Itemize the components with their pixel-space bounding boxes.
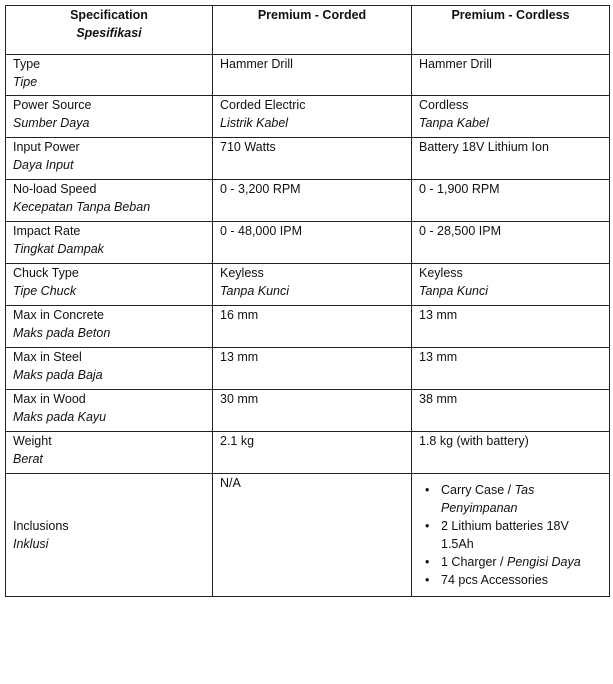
header-row bbox=[6, 6, 610, 55]
bullet-icon: • bbox=[425, 483, 430, 497]
spec-cordless-en: 13 mm bbox=[419, 308, 458, 322]
spec-label-id: Kecepatan Tanpa Beban bbox=[13, 200, 151, 214]
spec-cordless-cell bbox=[412, 138, 610, 180]
spec-label-cell bbox=[6, 348, 213, 390]
inclusion-text: 1 Charger / bbox=[441, 555, 504, 569]
spec-cordless-en: Cordless bbox=[419, 98, 469, 112]
spec-label-id: Sumber Daya bbox=[13, 116, 90, 130]
inclusions-item bbox=[425, 517, 602, 553]
spec-label-cell bbox=[6, 96, 213, 138]
spec-cordless-cell bbox=[412, 55, 610, 96]
header-spec-id: Spesifikasi bbox=[76, 26, 142, 40]
spec-label-id: Maks pada Beton bbox=[13, 326, 111, 340]
spec-label-en: Max in Steel bbox=[13, 350, 82, 364]
spec-label-id: Tingkat Dampak bbox=[13, 242, 104, 256]
spec-corded-cell bbox=[213, 390, 412, 432]
spec-cordless-en: 0 - 28,500 IPM bbox=[419, 224, 501, 238]
spec-corded-id: Tanpa Kunci bbox=[220, 284, 290, 298]
spec-cordless-en: Battery 18V Lithium Ion bbox=[419, 140, 549, 154]
specification-table bbox=[5, 5, 610, 597]
spec-corded-cell bbox=[213, 306, 412, 348]
spec-corded-en: 13 mm bbox=[220, 350, 259, 364]
spec-row bbox=[6, 390, 610, 432]
header-corded: Premium - Corded bbox=[213, 6, 412, 55]
spec-row bbox=[6, 138, 610, 180]
inclusion-text: 2 Lithium batteries 18V 1.5Ah bbox=[441, 519, 569, 551]
spec-corded-cell bbox=[213, 55, 412, 96]
spec-cordless-en: 1.8 kg (with battery) bbox=[419, 434, 529, 448]
spec-cordless-cell bbox=[412, 432, 610, 474]
inclusion-text-id: Pengisi Daya bbox=[507, 555, 581, 569]
spec-label-cell bbox=[6, 306, 213, 348]
inclusions-item bbox=[425, 571, 602, 589]
spec-corded-en: 30 mm bbox=[220, 392, 259, 406]
spec-corded-id: Listrik Kabel bbox=[220, 116, 289, 130]
spec-corded-cell bbox=[213, 138, 412, 180]
spec-cordless-cell bbox=[412, 264, 610, 306]
inclusions-cordless bbox=[412, 474, 610, 597]
spec-corded-cell bbox=[213, 348, 412, 390]
spec-corded-en: Keyless bbox=[220, 266, 264, 280]
inclusions-list bbox=[419, 481, 602, 589]
spec-label-en: Max in Concrete bbox=[13, 308, 105, 322]
spec-corded-en: Corded Electric bbox=[220, 98, 306, 112]
spec-corded-en: 0 - 3,200 RPM bbox=[220, 182, 301, 196]
spec-corded-en: 2.1 kg bbox=[220, 434, 255, 448]
spec-cordless-id: Tanpa Kunci bbox=[419, 284, 489, 298]
spec-label-cell bbox=[6, 138, 213, 180]
inclusions-corded: N/A bbox=[213, 474, 412, 597]
spec-corded-cell bbox=[213, 222, 412, 264]
spec-row bbox=[6, 222, 610, 264]
spec-cordless-en: Hammer Drill bbox=[419, 57, 492, 71]
spec-row bbox=[6, 306, 610, 348]
spec-corded-cell bbox=[213, 432, 412, 474]
spec-cordless-cell bbox=[412, 96, 610, 138]
inclusions-label-id: Inklusi bbox=[13, 537, 49, 551]
spec-corded-cell bbox=[213, 96, 412, 138]
spec-label-en: Chuck Type bbox=[13, 266, 79, 280]
spec-label-id: Berat bbox=[13, 452, 43, 466]
spec-cordless-en: 0 - 1,900 RPM bbox=[419, 182, 500, 196]
spec-label-cell bbox=[6, 390, 213, 432]
inclusion-text: Carry Case / bbox=[441, 483, 512, 497]
spec-cordless-cell bbox=[412, 390, 610, 432]
spec-label-cell bbox=[6, 432, 213, 474]
header-cordless: Premium - Cordless bbox=[412, 6, 610, 55]
spec-label-id: Maks pada Baja bbox=[13, 368, 103, 382]
inclusions-item bbox=[425, 553, 602, 571]
inclusions-label-en: Inclusions bbox=[13, 519, 69, 533]
spec-cordless-cell bbox=[412, 180, 610, 222]
spec-label-cell bbox=[6, 222, 213, 264]
spec-label-en: Input Power bbox=[13, 140, 80, 154]
bullet-icon: • bbox=[425, 555, 430, 569]
spec-label-id: Tipe bbox=[13, 75, 38, 89]
header-specification bbox=[6, 6, 213, 55]
spec-label-en: No-load Speed bbox=[13, 182, 97, 196]
spec-corded-cell bbox=[213, 264, 412, 306]
spec-label-cell bbox=[6, 264, 213, 306]
spec-corded-en: 710 Watts bbox=[220, 140, 276, 154]
spec-label-en: Type bbox=[13, 57, 41, 71]
inclusions-item bbox=[425, 481, 602, 517]
spec-label-cell bbox=[6, 55, 213, 96]
spec-label-en: Weight bbox=[13, 434, 52, 448]
bullet-icon: • bbox=[425, 573, 430, 587]
spec-cordless-en: 13 mm bbox=[419, 350, 458, 364]
spec-row bbox=[6, 55, 610, 96]
spec-label-en: Power Source bbox=[13, 98, 92, 112]
spec-corded-en: 16 mm bbox=[220, 308, 259, 322]
bullet-icon: • bbox=[425, 519, 430, 533]
spec-cordless-cell bbox=[412, 306, 610, 348]
spec-row bbox=[6, 432, 610, 474]
inclusions-label bbox=[6, 474, 213, 597]
inclusions-row bbox=[6, 474, 610, 597]
spec-label-en: Max in Wood bbox=[13, 392, 86, 406]
spec-label-en: Impact Rate bbox=[13, 224, 81, 238]
spec-label-id: Daya Input bbox=[13, 158, 74, 172]
spec-row bbox=[6, 264, 610, 306]
spec-row bbox=[6, 180, 610, 222]
header-spec-en: Specification bbox=[70, 8, 148, 22]
spec-cordless-id: Tanpa Kabel bbox=[419, 116, 489, 130]
inclusion-text-id: Tas Penyimpanan bbox=[441, 483, 535, 515]
spec-cordless-en: 38 mm bbox=[419, 392, 458, 406]
spec-label-id: Maks pada Kayu bbox=[13, 410, 107, 424]
inclusion-text: 74 pcs Accessories bbox=[441, 573, 548, 587]
spec-corded-en: Hammer Drill bbox=[220, 57, 293, 71]
spec-label-id: Tipe Chuck bbox=[13, 284, 77, 298]
spec-row bbox=[6, 348, 610, 390]
spec-corded-en: 0 - 48,000 IPM bbox=[220, 224, 302, 238]
spec-label-cell bbox=[6, 180, 213, 222]
spec-cordless-cell bbox=[412, 222, 610, 264]
spec-corded-cell bbox=[213, 180, 412, 222]
spec-row bbox=[6, 96, 610, 138]
spec-cordless-cell bbox=[412, 348, 610, 390]
spec-cordless-en: Keyless bbox=[419, 266, 463, 280]
